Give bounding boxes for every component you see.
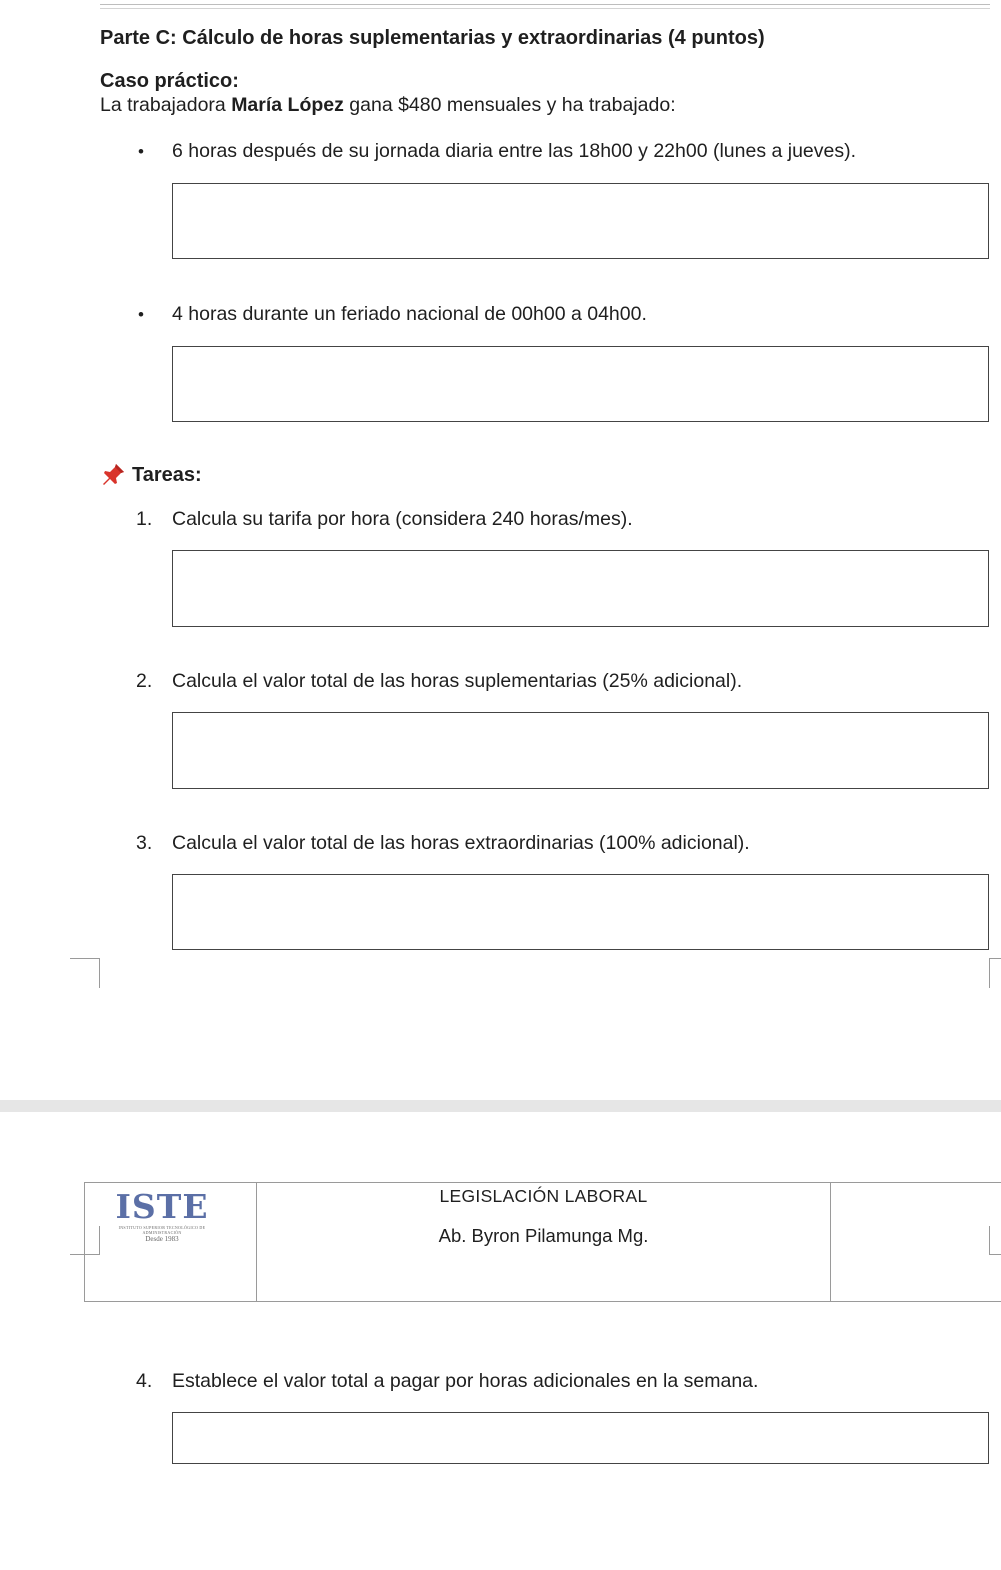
logo-text: ISTE bbox=[115, 1187, 209, 1226]
author-name: Ab. Byron Pilamunga Mg. bbox=[438, 1225, 649, 1246]
tasks-title: Tareas: bbox=[132, 463, 202, 486]
task-text: Calcula el valor total de las horas suplementarias (25% adicional). bbox=[172, 670, 743, 692]
answer-box-bullet-1[interactable] bbox=[172, 183, 989, 259]
title-cell bbox=[256, 1182, 831, 1302]
logo-since: Desde 1983 bbox=[145, 1235, 179, 1243]
task-number: 4. bbox=[136, 1370, 153, 1392]
answer-box-bullet-2[interactable] bbox=[172, 346, 989, 422]
bullet-marker: • bbox=[138, 142, 144, 161]
crop-mark bbox=[99, 958, 100, 988]
tasks-heading bbox=[100, 462, 202, 488]
crop-mark bbox=[70, 1254, 100, 1255]
answer-box-task-4[interactable] bbox=[172, 1412, 989, 1464]
crop-mark bbox=[989, 1226, 990, 1255]
top-rule bbox=[100, 4, 990, 5]
worker-name: María López bbox=[231, 94, 344, 116]
page-header-table bbox=[84, 1182, 1001, 1303]
task-number: 2. bbox=[136, 670, 153, 692]
answer-box-task-1[interactable] bbox=[172, 550, 989, 627]
page-break bbox=[0, 1100, 1001, 1112]
crop-mark bbox=[989, 958, 1001, 959]
crop-mark bbox=[99, 1226, 100, 1255]
intro-suffix: gana $480 mensuales y ha trabajado: bbox=[343, 94, 676, 116]
case-intro bbox=[100, 94, 676, 117]
right-cell bbox=[830, 1182, 1001, 1302]
part-c-heading: Parte C: Cálculo de horas suplementarias y extraordinarias (4 puntos) bbox=[100, 27, 765, 49]
intro-prefix: La trabajadora bbox=[100, 94, 232, 116]
crop-mark bbox=[70, 958, 100, 959]
top-rule-secondary bbox=[100, 8, 990, 9]
answer-box-task-3[interactable] bbox=[172, 874, 989, 950]
bullet-item: 6 horas después de su jornada diaria entre las 18h00 y 22h00 (lunes a jueves). bbox=[172, 140, 857, 162]
answer-box-task-2[interactable] bbox=[172, 712, 989, 789]
task-number: 1. bbox=[136, 508, 153, 530]
case-label: Caso práctico: bbox=[100, 70, 239, 92]
pushpin-icon bbox=[100, 462, 126, 488]
crop-mark bbox=[989, 1254, 1001, 1255]
logo-subtitle: INSTITUTO SUPERIOR TECNOLÓGICO DE ADMINISTRACIÓN bbox=[118, 1225, 206, 1235]
task-text: Calcula su tarifa por hora (considera 240 horas/mes). bbox=[172, 508, 633, 530]
task-text: Calcula el valor total de las horas extraordinarias (100% adicional). bbox=[172, 832, 750, 854]
task-number: 3. bbox=[136, 832, 153, 854]
bullet-marker: • bbox=[138, 305, 144, 324]
subject-title: LEGISLACIÓN LABORAL bbox=[439, 1186, 648, 1206]
task-text: Establece el valor total a pagar por horas adicionales en la semana. bbox=[172, 1370, 759, 1392]
logo-cell bbox=[84, 1182, 257, 1302]
bullet-item: 4 horas durante un feriado nacional de 00h00 a 04h00. bbox=[172, 303, 647, 325]
iste-logo bbox=[107, 1189, 217, 1243]
crop-mark bbox=[989, 958, 990, 988]
